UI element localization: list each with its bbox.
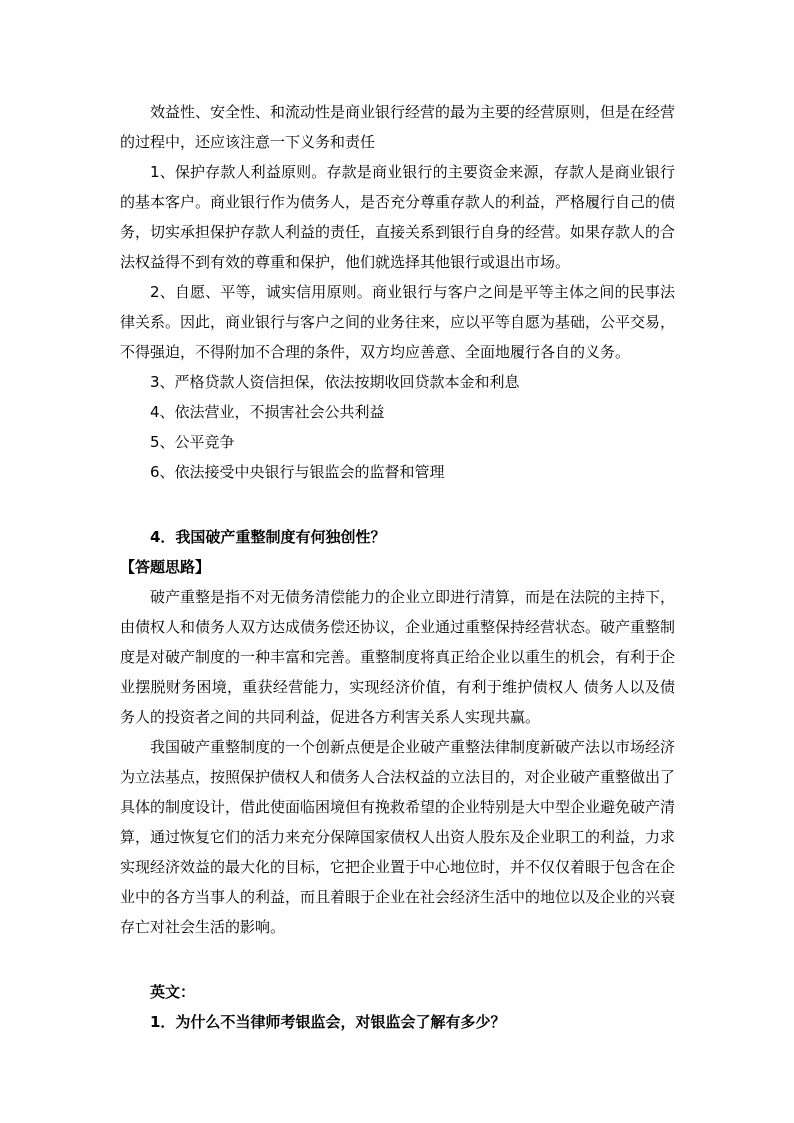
principle-item-2: 2、自愿、平等，诚实信用原则。商业银行与客户之间是平等主体之间的民事法律关系。因此，商业银行与客户之间的业务往来，应以平等自愿为基础，公平交易，不得强迫，不得附加不合理的条件，双方均应善意、全面地履行各自的义务。 xyxy=(120,283,676,361)
question-4-heading: 4．我国破产重整制度有何独创性？ xyxy=(150,528,386,546)
english-question-1: 1．为什么不当律师考银监会，对银监会了解有多少？ xyxy=(150,1013,506,1031)
reorg-paragraph-1: 破产重整是指不对无债务清偿能力的企业立即进行清算，而是在法院的主持下，由债权人和债务人双方达成债务偿还协议，企业通过重整保持经营状态。破产重整制度是对破产制度的一种丰富和完善。重整制度将真正给企业以重生的机会，有利于企业摆脱财务困境，重获经营能力，实现经济价值，有利于维护债权人 债务人以及债务人的投资者之间的共同利益，促进各方利害关系人实现共赢。 xyxy=(120,588,676,726)
principle-item-6: 6、依法接受中央银行与银监会的监督和管理 xyxy=(150,463,445,481)
principle-item-5: 5、公平竞争 xyxy=(150,433,235,451)
intro-paragraph: 效益性、安全性、和流动性是商业银行经营的最为主要的经营原则，但是在经营的过程中，还应该注意一下义务和责任 xyxy=(120,103,676,151)
principle-item-1: 1、保护存款人利益原则。存款是商业银行的主要资金来源，存款人是商业银行的基本客户。商业银行作为债务人，是否充分尊重存款人的利益，严格履行自己的债务，切实承担保护存款人利益的责任，直接关系到银行自身的经营。如果存款人的合法权益得不到有效的尊重和保护，他们就选择其他银行或退出市场。 xyxy=(120,163,676,271)
principle-item-4: 4、依法营业，不损害社会公共利益 xyxy=(150,403,385,421)
reorg-paragraph-2: 我国破产重整制度的一个创新点便是企业破产重整法律制度新破产法以市场经济为立法基点，按照保护债权人和债务人合法权益的立法目的，对企业破产重整做出了具体的制度设计，借此使面临困境但有挽救希望的企业特别是大中型企业避免破产清算，通过恢复它们的活力来充分保障国家债权人出资人股东及企业职工的利益，力求实现经济效益的最大化的目标，它把企业置于中心地位时，并不仅仅着眼于包含在企业中的各方当事人的利益，而且着眼于企业在社会经济生活中的地位以及企业的兴衰存亡对社会生活的影响。 xyxy=(120,738,676,936)
principle-item-3: 3、严格贷款人资信担保，依法按期收回贷款本金和利息 xyxy=(150,373,520,391)
answer-approach-label: 【答题思路】 xyxy=(120,558,211,576)
english-section-label: 英文： xyxy=(150,983,196,1001)
